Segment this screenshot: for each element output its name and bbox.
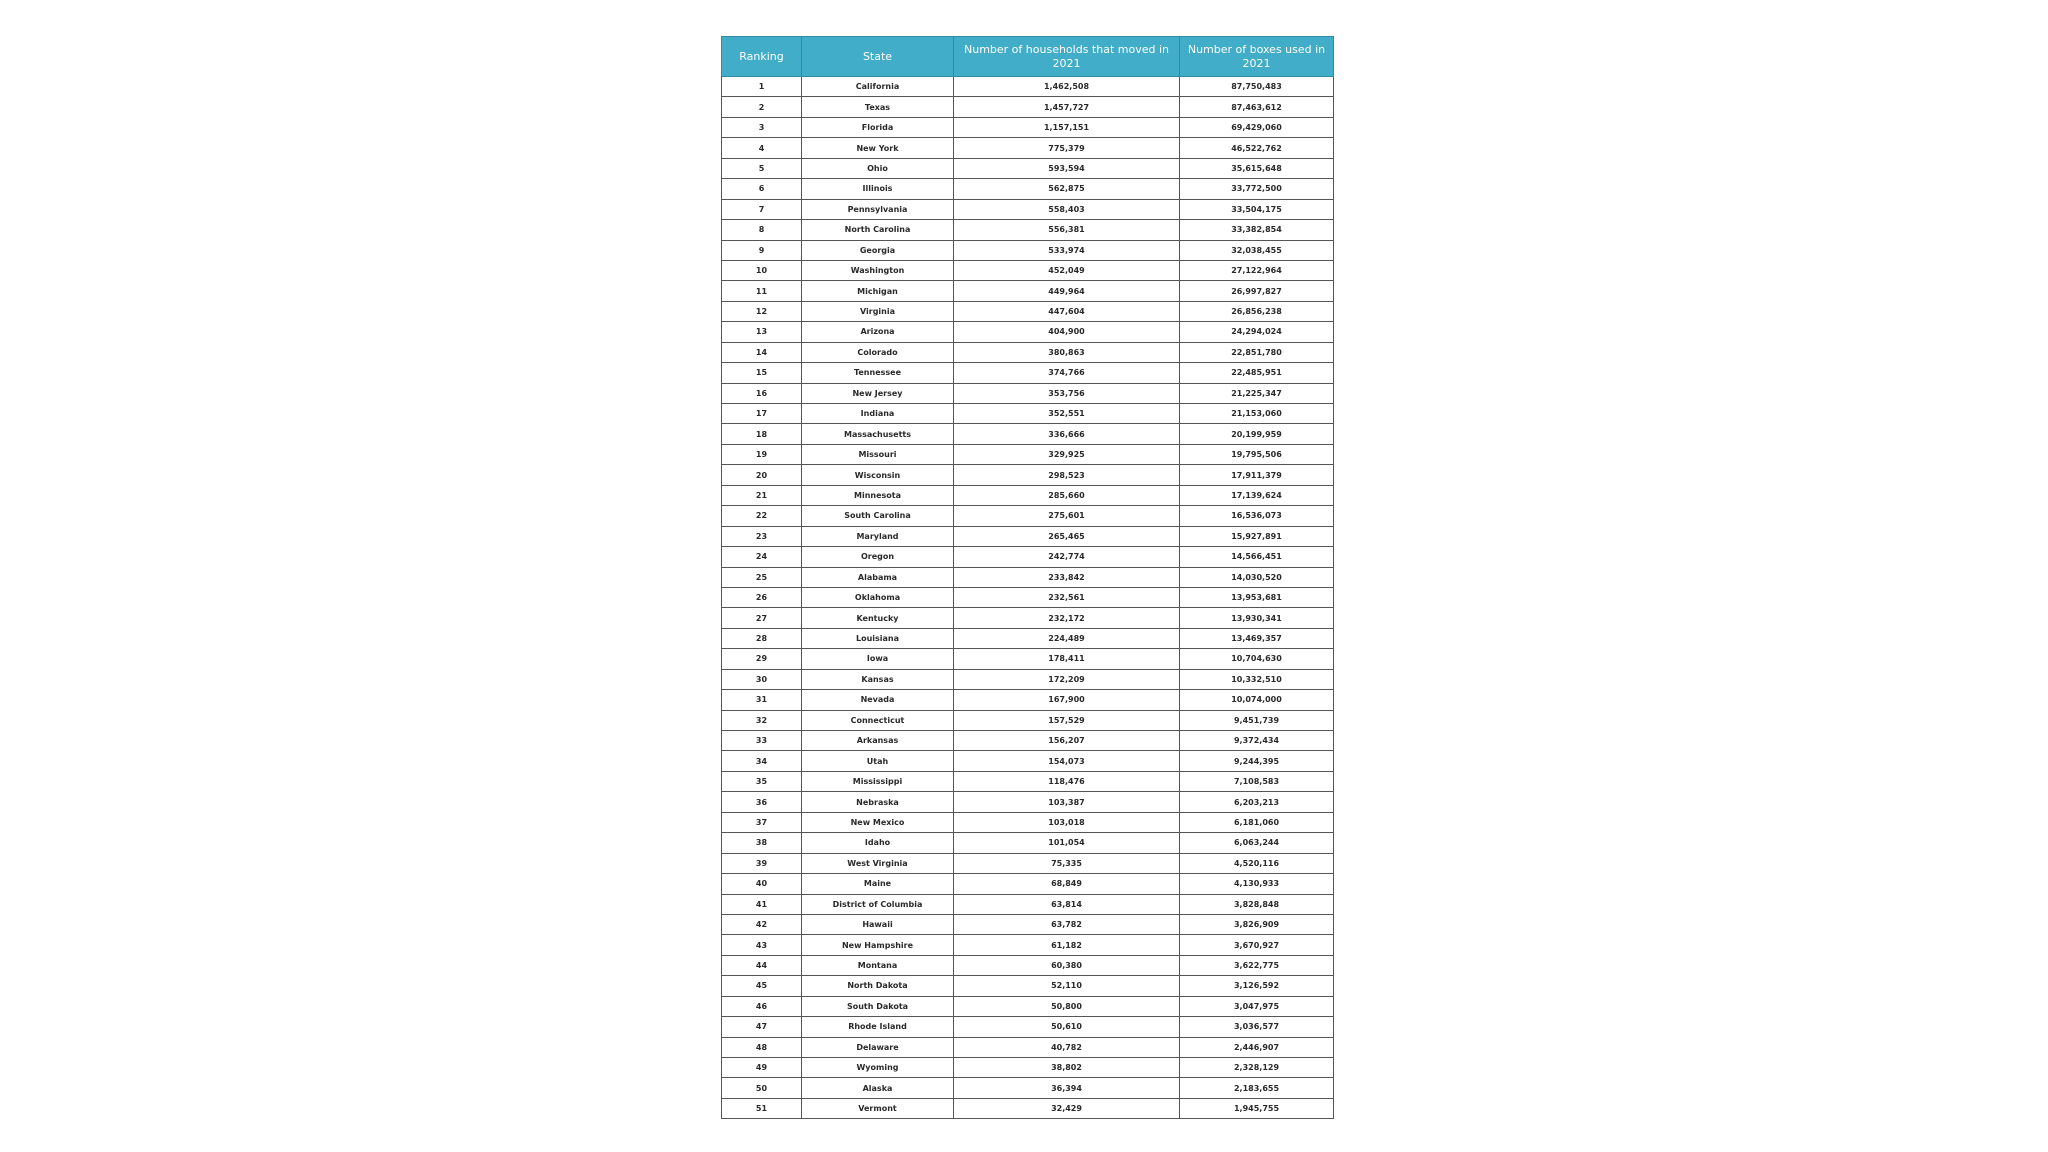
- cell-boxes-used: 15,927,891: [1180, 526, 1334, 546]
- cell-state: Georgia: [802, 240, 954, 260]
- table-row: [722, 669, 1334, 689]
- cell-state: New Jersey: [802, 383, 954, 403]
- header-row: [722, 37, 1334, 77]
- cell-state: Connecticut: [802, 710, 954, 730]
- cell-ranking: 26: [722, 587, 802, 607]
- cell-ranking: 13: [722, 322, 802, 342]
- cell-households-moved: 1,462,508: [954, 77, 1180, 97]
- cell-ranking: 48: [722, 1037, 802, 1057]
- cell-ranking: 5: [722, 158, 802, 178]
- cell-boxes-used: 9,372,434: [1180, 731, 1334, 751]
- cell-state: Indiana: [802, 404, 954, 424]
- cell-households-moved: 60,380: [954, 955, 1180, 975]
- cell-state: New Mexico: [802, 812, 954, 832]
- cell-state: Massachusetts: [802, 424, 954, 444]
- table-row: [722, 322, 1334, 342]
- cell-boxes-used: 17,139,624: [1180, 485, 1334, 505]
- cell-boxes-used: 3,126,592: [1180, 976, 1334, 996]
- cell-boxes-used: 33,504,175: [1180, 199, 1334, 219]
- cell-ranking: 51: [722, 1098, 802, 1118]
- cell-households-moved: 447,604: [954, 301, 1180, 321]
- cell-state: Minnesota: [802, 485, 954, 505]
- table-row: [722, 853, 1334, 873]
- cell-households-moved: 68,849: [954, 874, 1180, 894]
- cell-households-moved: 118,476: [954, 771, 1180, 791]
- table-row: [722, 281, 1334, 301]
- cell-households-moved: 154,073: [954, 751, 1180, 771]
- cell-state: Louisiana: [802, 628, 954, 648]
- cell-households-moved: 224,489: [954, 628, 1180, 648]
- cell-households-moved: 374,766: [954, 363, 1180, 383]
- cell-state: District of Columbia: [802, 894, 954, 914]
- cell-state: Maine: [802, 874, 954, 894]
- cell-boxes-used: 13,953,681: [1180, 587, 1334, 607]
- cell-boxes-used: 21,225,347: [1180, 383, 1334, 403]
- cell-ranking: 17: [722, 404, 802, 424]
- cell-ranking: 38: [722, 833, 802, 853]
- cell-ranking: 36: [722, 792, 802, 812]
- cell-ranking: 28: [722, 628, 802, 648]
- table-row: [722, 97, 1334, 117]
- cell-boxes-used: 6,063,244: [1180, 833, 1334, 853]
- cell-ranking: 19: [722, 444, 802, 464]
- cell-households-moved: 380,863: [954, 342, 1180, 362]
- cell-households-moved: 36,394: [954, 1078, 1180, 1098]
- cell-households-moved: 1,157,151: [954, 117, 1180, 137]
- cell-state: Oklahoma: [802, 587, 954, 607]
- cell-boxes-used: 33,382,854: [1180, 220, 1334, 240]
- cell-households-moved: 275,601: [954, 506, 1180, 526]
- cell-boxes-used: 2,328,129: [1180, 1058, 1334, 1078]
- cell-households-moved: 1,457,727: [954, 97, 1180, 117]
- cell-boxes-used: 13,469,357: [1180, 628, 1334, 648]
- cell-ranking: 8: [722, 220, 802, 240]
- cell-ranking: 46: [722, 996, 802, 1016]
- cell-state: Wyoming: [802, 1058, 954, 1078]
- cell-boxes-used: 33,772,500: [1180, 179, 1334, 199]
- cell-state: Illinois: [802, 179, 954, 199]
- cell-state: Arizona: [802, 322, 954, 342]
- cell-ranking: 12: [722, 301, 802, 321]
- table-row: [722, 690, 1334, 710]
- cell-state: Vermont: [802, 1098, 954, 1118]
- cell-boxes-used: 32,038,455: [1180, 240, 1334, 260]
- cell-ranking: 18: [722, 424, 802, 444]
- cell-ranking: 27: [722, 608, 802, 628]
- table-row: [722, 138, 1334, 158]
- cell-boxes-used: 9,244,395: [1180, 751, 1334, 771]
- table-row: [722, 976, 1334, 996]
- cell-households-moved: 562,875: [954, 179, 1180, 199]
- cell-boxes-used: 3,828,848: [1180, 894, 1334, 914]
- table-row: [722, 812, 1334, 832]
- cell-households-moved: 50,610: [954, 1017, 1180, 1037]
- cell-boxes-used: 14,030,520: [1180, 567, 1334, 587]
- table-row: [722, 485, 1334, 505]
- cell-households-moved: 75,335: [954, 853, 1180, 873]
- cell-state: New Hampshire: [802, 935, 954, 955]
- cell-state: Montana: [802, 955, 954, 975]
- cell-state: Texas: [802, 97, 954, 117]
- cell-boxes-used: 13,930,341: [1180, 608, 1334, 628]
- cell-boxes-used: 24,294,024: [1180, 322, 1334, 342]
- table-row: [722, 444, 1334, 464]
- cell-households-moved: 265,465: [954, 526, 1180, 546]
- cell-boxes-used: 2,446,907: [1180, 1037, 1334, 1057]
- cell-households-moved: 232,172: [954, 608, 1180, 628]
- cell-households-moved: 242,774: [954, 547, 1180, 567]
- cell-households-moved: 157,529: [954, 710, 1180, 730]
- table-row: [722, 526, 1334, 546]
- cell-households-moved: 298,523: [954, 465, 1180, 485]
- cell-ranking: 15: [722, 363, 802, 383]
- cell-ranking: 21: [722, 485, 802, 505]
- table-row: [722, 199, 1334, 219]
- cell-state: Michigan: [802, 281, 954, 301]
- cell-ranking: 31: [722, 690, 802, 710]
- cell-state: Ohio: [802, 158, 954, 178]
- cell-households-moved: 775,379: [954, 138, 1180, 158]
- cell-ranking: 44: [722, 955, 802, 975]
- cell-boxes-used: 35,615,648: [1180, 158, 1334, 178]
- cell-boxes-used: 20,199,959: [1180, 424, 1334, 444]
- cell-state: Iowa: [802, 649, 954, 669]
- table-row: [722, 1017, 1334, 1037]
- cell-ranking: 3: [722, 117, 802, 137]
- cell-ranking: 45: [722, 976, 802, 996]
- cell-ranking: 7: [722, 199, 802, 219]
- table-row: [722, 751, 1334, 771]
- cell-households-moved: 178,411: [954, 649, 1180, 669]
- table-row: [722, 465, 1334, 485]
- cell-boxes-used: 87,463,612: [1180, 97, 1334, 117]
- cell-households-moved: 101,054: [954, 833, 1180, 853]
- cell-households-moved: 63,814: [954, 894, 1180, 914]
- cell-state: Nebraska: [802, 792, 954, 812]
- cell-boxes-used: 26,997,827: [1180, 281, 1334, 301]
- cell-boxes-used: 2,183,655: [1180, 1078, 1334, 1098]
- table-row: [722, 1058, 1334, 1078]
- table-row: [722, 894, 1334, 914]
- cell-ranking: 14: [722, 342, 802, 362]
- cell-ranking: 32: [722, 710, 802, 730]
- table-row: [722, 628, 1334, 648]
- cell-boxes-used: 3,670,927: [1180, 935, 1334, 955]
- table-row: [722, 506, 1334, 526]
- table-row: [722, 77, 1334, 97]
- cell-ranking: 11: [722, 281, 802, 301]
- cell-state: Delaware: [802, 1037, 954, 1057]
- cell-boxes-used: 19,795,506: [1180, 444, 1334, 464]
- cell-state: Wisconsin: [802, 465, 954, 485]
- cell-households-moved: 336,666: [954, 424, 1180, 444]
- cell-ranking: 29: [722, 649, 802, 669]
- cell-ranking: 35: [722, 771, 802, 791]
- cell-households-moved: 61,182: [954, 935, 1180, 955]
- cell-state: Washington: [802, 260, 954, 280]
- table-row: [722, 117, 1334, 137]
- cell-boxes-used: 9,451,739: [1180, 710, 1334, 730]
- header-boxes-used: Number of boxes used in 2021: [1180, 37, 1334, 77]
- cell-boxes-used: 14,566,451: [1180, 547, 1334, 567]
- cell-boxes-used: 26,856,238: [1180, 301, 1334, 321]
- table-row: [722, 914, 1334, 934]
- cell-boxes-used: 46,522,762: [1180, 138, 1334, 158]
- cell-boxes-used: 27,122,964: [1180, 260, 1334, 280]
- table-row: [722, 179, 1334, 199]
- table-row: [722, 424, 1334, 444]
- table-body: [722, 77, 1334, 1119]
- cell-ranking: 40: [722, 874, 802, 894]
- cell-state: Florida: [802, 117, 954, 137]
- cell-boxes-used: 17,911,379: [1180, 465, 1334, 485]
- cell-boxes-used: 4,520,116: [1180, 853, 1334, 873]
- cell-boxes-used: 7,108,583: [1180, 771, 1334, 791]
- header-state: State: [802, 37, 954, 77]
- cell-state: Arkansas: [802, 731, 954, 751]
- cell-state: Missouri: [802, 444, 954, 464]
- cell-state: Alabama: [802, 567, 954, 587]
- cell-boxes-used: 87,750,483: [1180, 77, 1334, 97]
- cell-ranking: 49: [722, 1058, 802, 1078]
- cell-boxes-used: 10,704,630: [1180, 649, 1334, 669]
- cell-boxes-used: 3,622,775: [1180, 955, 1334, 975]
- cell-ranking: 33: [722, 731, 802, 751]
- cell-state: Hawaii: [802, 914, 954, 934]
- cell-boxes-used: 16,536,073: [1180, 506, 1334, 526]
- cell-state: Tennessee: [802, 363, 954, 383]
- cell-households-moved: 449,964: [954, 281, 1180, 301]
- cell-state: North Dakota: [802, 976, 954, 996]
- cell-households-moved: 329,925: [954, 444, 1180, 464]
- header-households-moved: Number of households that moved in 2021: [954, 37, 1180, 77]
- cell-boxes-used: 4,130,933: [1180, 874, 1334, 894]
- cell-ranking: 25: [722, 567, 802, 587]
- table-row: [722, 792, 1334, 812]
- cell-households-moved: 233,842: [954, 567, 1180, 587]
- cell-boxes-used: 69,429,060: [1180, 117, 1334, 137]
- table-row: [722, 833, 1334, 853]
- table-row: [722, 874, 1334, 894]
- cell-ranking: 20: [722, 465, 802, 485]
- table-row: [722, 1098, 1334, 1118]
- cell-state: Nevada: [802, 690, 954, 710]
- cell-state: Rhode Island: [802, 1017, 954, 1037]
- cell-households-moved: 103,018: [954, 812, 1180, 832]
- cell-households-moved: 38,802: [954, 1058, 1180, 1078]
- cell-ranking: 37: [722, 812, 802, 832]
- cell-state: Idaho: [802, 833, 954, 853]
- cell-ranking: 39: [722, 853, 802, 873]
- table-row: [722, 342, 1334, 362]
- cell-households-moved: 32,429: [954, 1098, 1180, 1118]
- cell-households-moved: 50,800: [954, 996, 1180, 1016]
- cell-households-moved: 558,403: [954, 199, 1180, 219]
- table-row: [722, 1037, 1334, 1057]
- cell-state: Virginia: [802, 301, 954, 321]
- table-row: [722, 731, 1334, 751]
- table-row: [722, 383, 1334, 403]
- cell-state: Mississippi: [802, 771, 954, 791]
- table-row: [722, 158, 1334, 178]
- table-row: [722, 608, 1334, 628]
- table-row: [722, 220, 1334, 240]
- cell-boxes-used: 22,851,780: [1180, 342, 1334, 362]
- cell-boxes-used: 6,203,213: [1180, 792, 1334, 812]
- cell-households-moved: 533,974: [954, 240, 1180, 260]
- cell-households-moved: 352,551: [954, 404, 1180, 424]
- table-row: [722, 710, 1334, 730]
- cell-state: South Carolina: [802, 506, 954, 526]
- cell-boxes-used: 6,181,060: [1180, 812, 1334, 832]
- cell-ranking: 9: [722, 240, 802, 260]
- cell-boxes-used: 21,153,060: [1180, 404, 1334, 424]
- cell-boxes-used: 10,332,510: [1180, 669, 1334, 689]
- table-row: [722, 260, 1334, 280]
- cell-households-moved: 556,381: [954, 220, 1180, 240]
- cell-ranking: 6: [722, 179, 802, 199]
- cell-ranking: 23: [722, 526, 802, 546]
- table-row: [722, 935, 1334, 955]
- cell-households-moved: 156,207: [954, 731, 1180, 751]
- cell-households-moved: 593,594: [954, 158, 1180, 178]
- header-ranking: Ranking: [722, 37, 802, 77]
- cell-ranking: 16: [722, 383, 802, 403]
- table-header: [722, 37, 1334, 77]
- cell-state: Colorado: [802, 342, 954, 362]
- cell-state: West Virginia: [802, 853, 954, 873]
- cell-boxes-used: 3,826,909: [1180, 914, 1334, 934]
- cell-households-moved: 172,209: [954, 669, 1180, 689]
- cell-ranking: 22: [722, 506, 802, 526]
- cell-state: Kansas: [802, 669, 954, 689]
- cell-households-moved: 353,756: [954, 383, 1180, 403]
- cell-ranking: 4: [722, 138, 802, 158]
- cell-state: Oregon: [802, 547, 954, 567]
- cell-ranking: 34: [722, 751, 802, 771]
- cell-state: Utah: [802, 751, 954, 771]
- cell-boxes-used: 3,047,975: [1180, 996, 1334, 1016]
- cell-households-moved: 285,660: [954, 485, 1180, 505]
- table-row: [722, 1078, 1334, 1098]
- cell-state: North Carolina: [802, 220, 954, 240]
- cell-ranking: 10: [722, 260, 802, 280]
- table-row: [722, 649, 1334, 669]
- cell-households-moved: 167,900: [954, 690, 1180, 710]
- table-row: [722, 567, 1334, 587]
- table-row: [722, 547, 1334, 567]
- cell-ranking: 30: [722, 669, 802, 689]
- cell-boxes-used: 1,945,755: [1180, 1098, 1334, 1118]
- cell-ranking: 41: [722, 894, 802, 914]
- moving-boxes-table: [721, 36, 1334, 1119]
- table-row: [722, 363, 1334, 383]
- cell-state: Maryland: [802, 526, 954, 546]
- cell-households-moved: 452,049: [954, 260, 1180, 280]
- cell-boxes-used: 22,485,951: [1180, 363, 1334, 383]
- cell-state: Kentucky: [802, 608, 954, 628]
- cell-ranking: 42: [722, 914, 802, 934]
- cell-state: California: [802, 77, 954, 97]
- cell-households-moved: 52,110: [954, 976, 1180, 996]
- cell-state: Pennsylvania: [802, 199, 954, 219]
- cell-households-moved: 232,561: [954, 587, 1180, 607]
- table-row: [722, 996, 1334, 1016]
- table-row: [722, 771, 1334, 791]
- cell-ranking: 50: [722, 1078, 802, 1098]
- cell-ranking: 24: [722, 547, 802, 567]
- table-row: [722, 240, 1334, 260]
- cell-ranking: 2: [722, 97, 802, 117]
- cell-ranking: 1: [722, 77, 802, 97]
- cell-boxes-used: 3,036,577: [1180, 1017, 1334, 1037]
- table-row: [722, 404, 1334, 424]
- cell-households-moved: 63,782: [954, 914, 1180, 934]
- cell-ranking: 43: [722, 935, 802, 955]
- cell-households-moved: 40,782: [954, 1037, 1180, 1057]
- cell-households-moved: 103,387: [954, 792, 1180, 812]
- cell-ranking: 47: [722, 1017, 802, 1037]
- table-row: [722, 587, 1334, 607]
- cell-households-moved: 404,900: [954, 322, 1180, 342]
- cell-state: New York: [802, 138, 954, 158]
- cell-state: Alaska: [802, 1078, 954, 1098]
- table-row: [722, 955, 1334, 975]
- table-row: [722, 301, 1334, 321]
- cell-state: South Dakota: [802, 996, 954, 1016]
- cell-boxes-used: 10,074,000: [1180, 690, 1334, 710]
